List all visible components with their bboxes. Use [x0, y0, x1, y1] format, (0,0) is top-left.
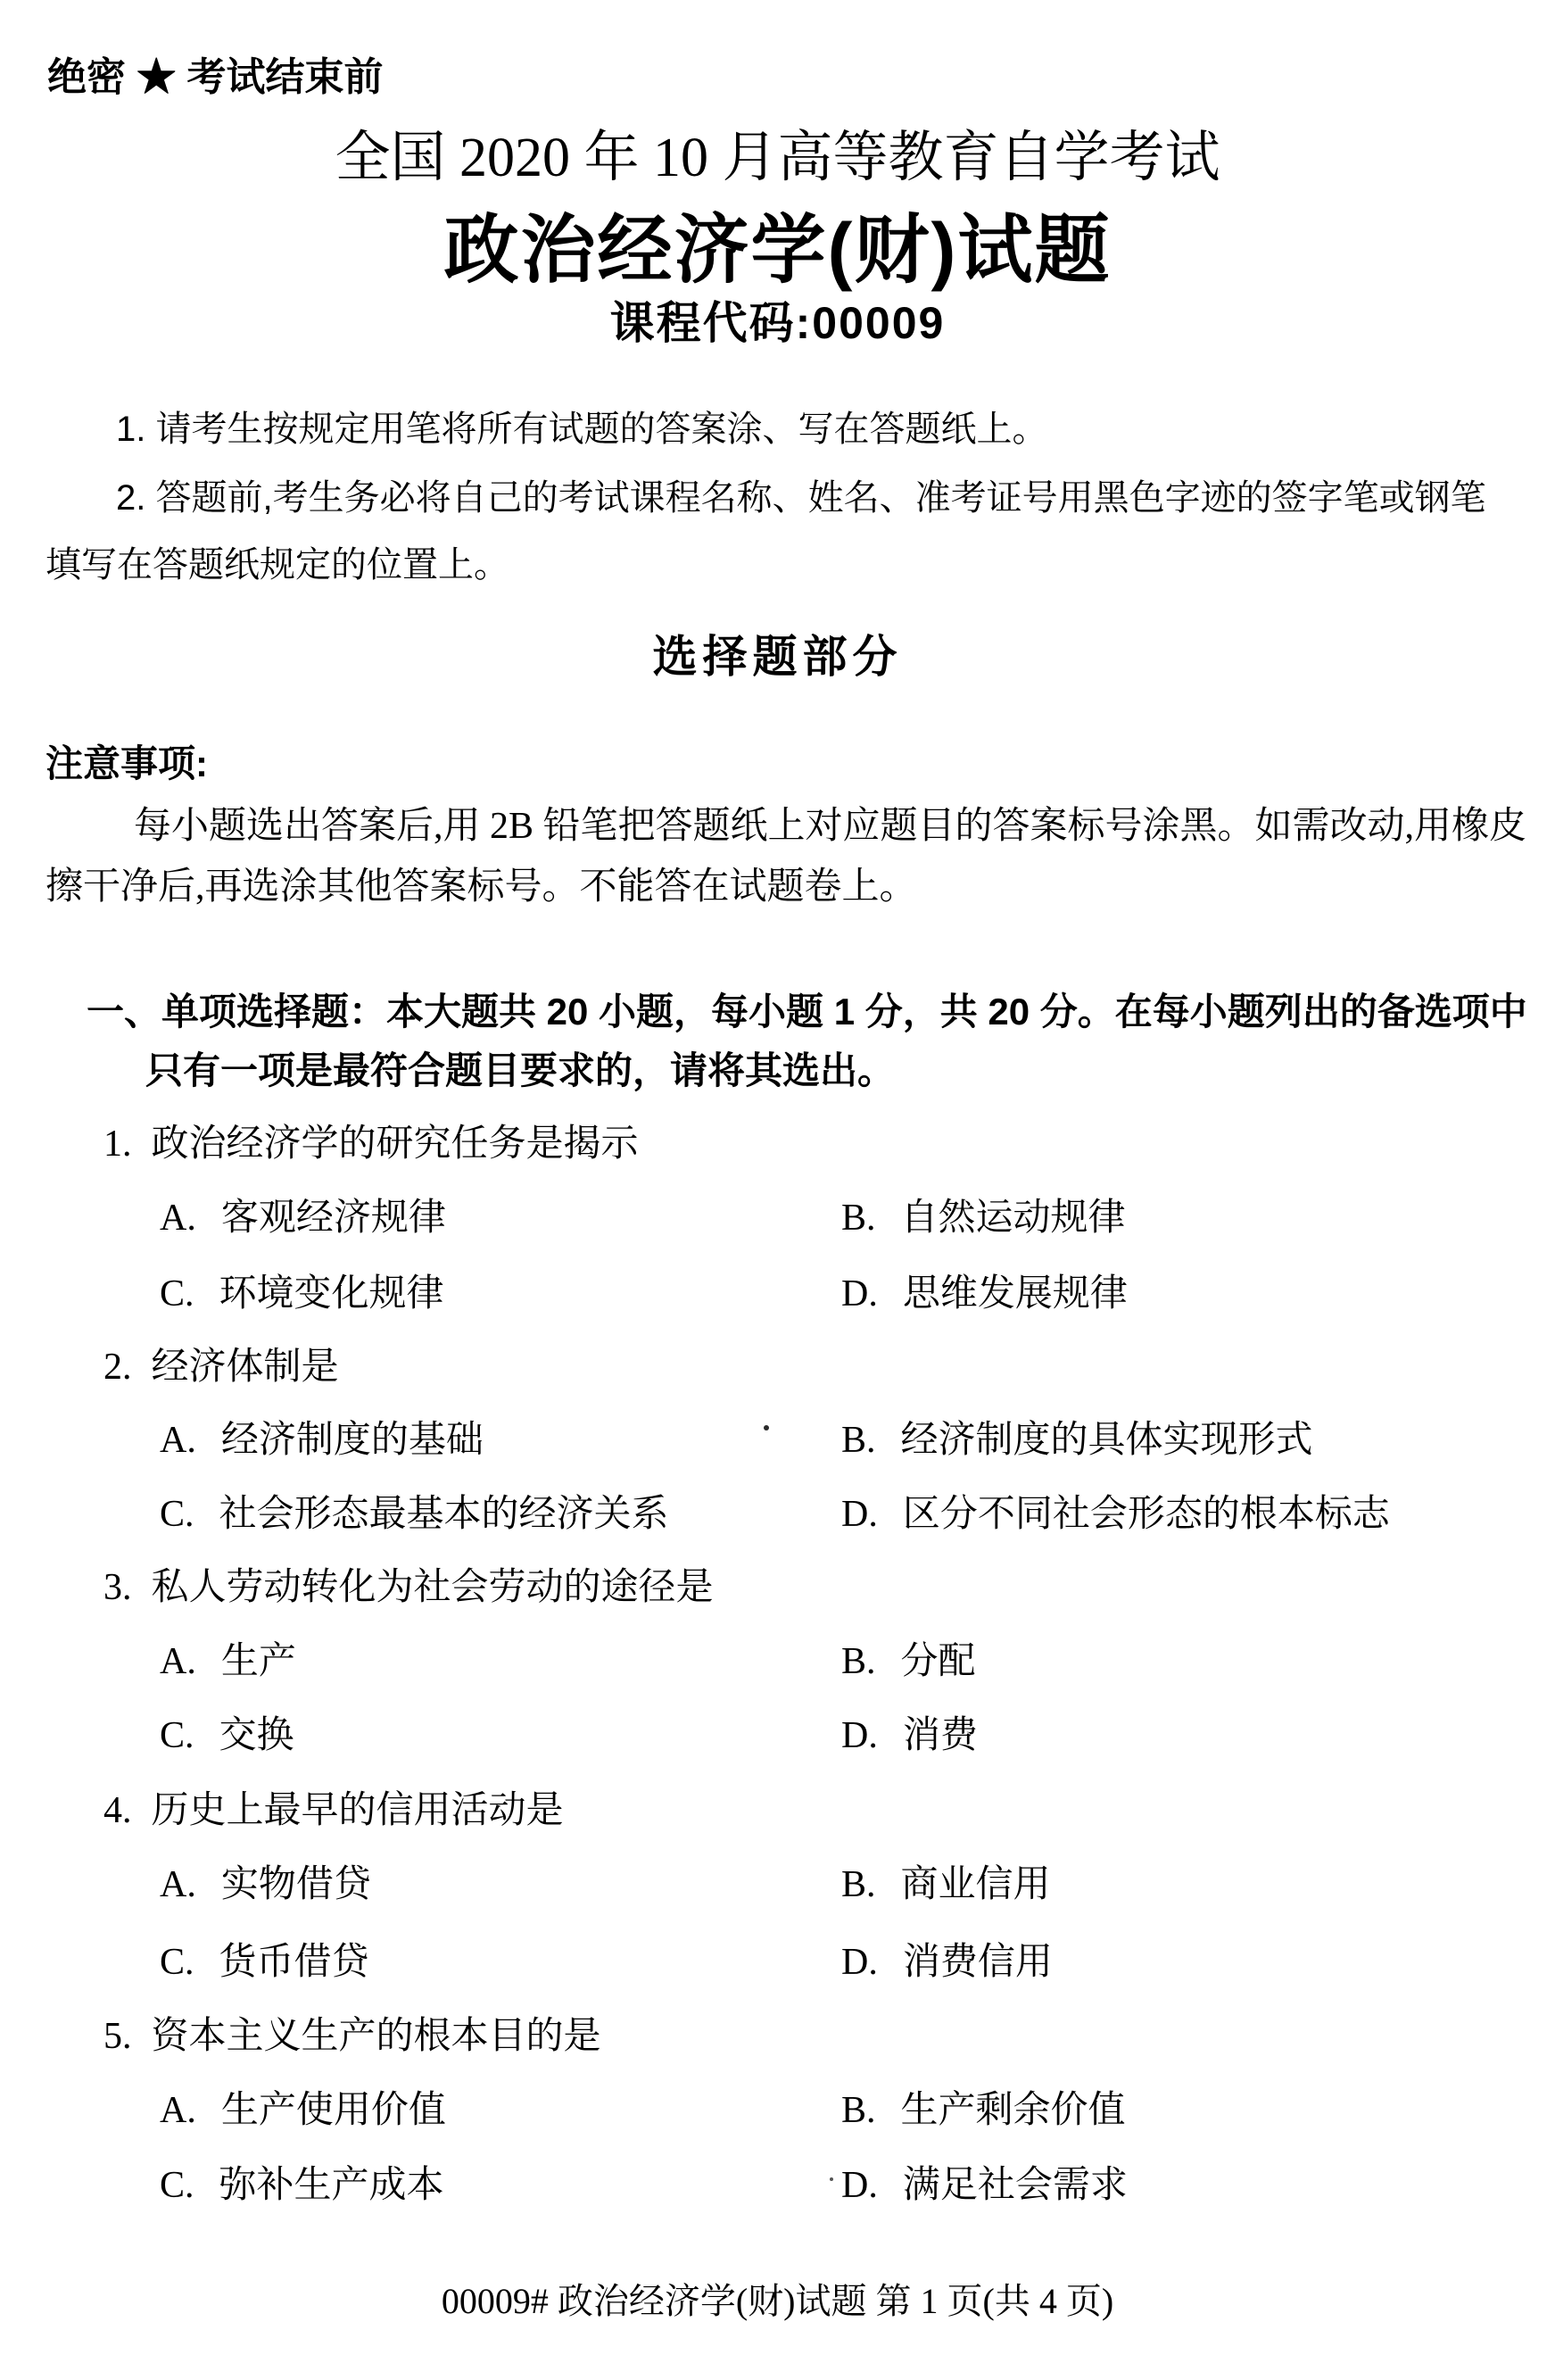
option-label: A.: [160, 1641, 196, 1682]
question-number: 3.: [103, 1567, 132, 1608]
option-c: [160, 2164, 444, 2207]
option-text: 生产使用价值: [220, 2090, 446, 2131]
option-label: C.: [160, 1942, 194, 1983]
question-number: 2.: [103, 1347, 132, 1388]
option-text: 消费: [902, 1715, 978, 1756]
option-d: [841, 1941, 1053, 1984]
question-number: 5.: [103, 2016, 132, 2057]
option-label: A.: [160, 1420, 196, 1461]
option-label: B.: [841, 1864, 876, 1905]
scan-artifact-dot: [764, 1425, 769, 1430]
option-text: 货币借贷: [219, 1942, 369, 1983]
option-a: [160, 1863, 371, 1906]
question-text: 历史上最早的信用活动是: [151, 1790, 564, 1831]
option-label: D.: [841, 1273, 878, 1314]
option-label: D.: [841, 1715, 878, 1756]
option-text: 弥补生产成本: [219, 2165, 444, 2206]
option-text: 客观经济规律: [220, 1198, 446, 1239]
option-label: D.: [841, 1494, 878, 1535]
option-label: B.: [841, 1420, 876, 1461]
option-d: [841, 1273, 1128, 1315]
option-d: [841, 2164, 1128, 2207]
notes-label: 注意事项:: [45, 742, 208, 784]
question-5-options-row2: [0, 2164, 1555, 2209]
question-2-options-row1: [0, 1419, 1555, 1464]
section-heading-line2: 只有一项是最符合题目要求的，请将其选出。: [145, 1049, 896, 1091]
option-label: C.: [160, 2165, 194, 2206]
notes-line-1: 每小题选出答案后,用 2B 铅笔把答题纸上对应题目的答案标号涂黑。如需改动,用橡皮: [134, 806, 1527, 847]
option-label: C.: [160, 1715, 194, 1756]
question-number: 1.: [103, 1124, 132, 1165]
option-text: 自然运动规律: [900, 1198, 1126, 1239]
option-label: A.: [160, 2090, 196, 2131]
option-c: [160, 1714, 294, 1757]
question-text: 私人劳动转化为社会劳动的途径是: [151, 1567, 714, 1608]
option-text: 经济制度的基础: [220, 1420, 484, 1461]
question-3-options-row2: [0, 1714, 1555, 1759]
option-a: [160, 2089, 446, 2132]
option-a: [160, 1640, 296, 1683]
security-notice: 绝密 ★ 考试结束前: [47, 55, 384, 99]
question-1-options-row1: [0, 1197, 1555, 1241]
section-heading-line1: 一、单项选择题：本大题共 20 小题，每小题 1 分，共 20 分。在每小题列出的备选项中: [87, 991, 1527, 1032]
option-label: B.: [841, 2090, 876, 2131]
option-text: 消费信用: [902, 1942, 1053, 1983]
option-label: B.: [841, 1198, 876, 1239]
option-text: 思维发展规律: [902, 1273, 1128, 1314]
paper-title: 政治经济学(财)试题: [443, 208, 1112, 292]
question-number: 4.: [103, 1790, 132, 1831]
option-a: [160, 1419, 484, 1462]
option-c: [160, 1273, 444, 1315]
part-title: 选择题部分: [652, 632, 903, 682]
question-text: 政治经济学的研究任务是揭示: [151, 1124, 639, 1165]
option-text: 生产: [220, 1641, 296, 1682]
option-label: A.: [160, 1198, 196, 1239]
page-footer: 00009# 政治经济学(财)试题 第 1 页(共 4 页): [441, 2281, 1114, 2321]
option-b: [841, 1640, 976, 1683]
option-b: [841, 1419, 1313, 1462]
option-b: [841, 1863, 1051, 1906]
option-text: 社会形态最基本的经济关系: [219, 1494, 669, 1535]
option-text: 环境变化规律: [219, 1273, 444, 1314]
general-instruction-1: 1. 请考生按规定用笔将所有试题的答案涂、写在答题纸上。: [116, 410, 1048, 449]
option-a: [160, 1197, 446, 1240]
question-text: 经济体制是: [151, 1347, 339, 1388]
question-2-stem: [103, 1346, 339, 1389]
option-label: D.: [841, 1942, 878, 1983]
question-4-stem: [103, 1789, 564, 1832]
option-text: 区分不同社会形态的根本标志: [902, 1494, 1390, 1535]
option-label: A.: [160, 1864, 196, 1905]
question-4-options-row1: [0, 1863, 1555, 1908]
question-5-options-row1: [0, 2089, 1555, 2134]
option-c: [160, 1941, 369, 1984]
option-text: 实物借贷: [220, 1864, 371, 1905]
general-instruction-2-line2: 填写在答题纸规定的位置上。: [45, 545, 509, 585]
option-label: B.: [841, 1641, 876, 1682]
option-label: C.: [160, 1273, 194, 1314]
question-2-options-row2: [0, 1493, 1555, 1538]
option-text: 满足社会需求: [902, 2165, 1128, 2206]
option-d: [841, 1493, 1390, 1536]
option-c: [160, 1493, 669, 1536]
question-4-options-row2: [0, 1941, 1555, 1986]
question-5-stem: [103, 2015, 601, 2058]
notes-line-2: 擦干净后,再选涂其他答案标号。不能答在试题卷上。: [45, 867, 917, 908]
option-label: D.: [841, 2165, 878, 2206]
scan-artifact-dot: [830, 2177, 833, 2181]
question-text: 资本主义生产的根本目的是: [151, 2016, 601, 2057]
question-1-stem: [103, 1123, 639, 1165]
question-1-options-row2: [0, 1273, 1555, 1317]
option-d: [841, 1714, 978, 1757]
question-3-options-row1: [0, 1640, 1555, 1685]
general-instruction-2-line1: 2. 答题前,考生务必将自己的考试课程名称、姓名、准考证号用黑色字迹的签字笔或钢笔: [116, 478, 1486, 518]
option-b: [841, 2089, 1126, 2132]
option-text: 经济制度的具体实现形式: [900, 1420, 1313, 1461]
option-text: 分配: [900, 1641, 976, 1682]
option-text: 商业信用: [900, 1864, 1051, 1905]
course-code: 课程代码:00009: [609, 298, 946, 348]
question-3-stem: [103, 1566, 714, 1609]
option-text: 生产剩余价值: [900, 2090, 1126, 2131]
option-label: C.: [160, 1494, 194, 1535]
exam-title: 全国 2020 年 10 月高等教育自学考试: [335, 128, 1220, 188]
option-text: 交换: [219, 1715, 294, 1756]
option-b: [841, 1197, 1126, 1240]
